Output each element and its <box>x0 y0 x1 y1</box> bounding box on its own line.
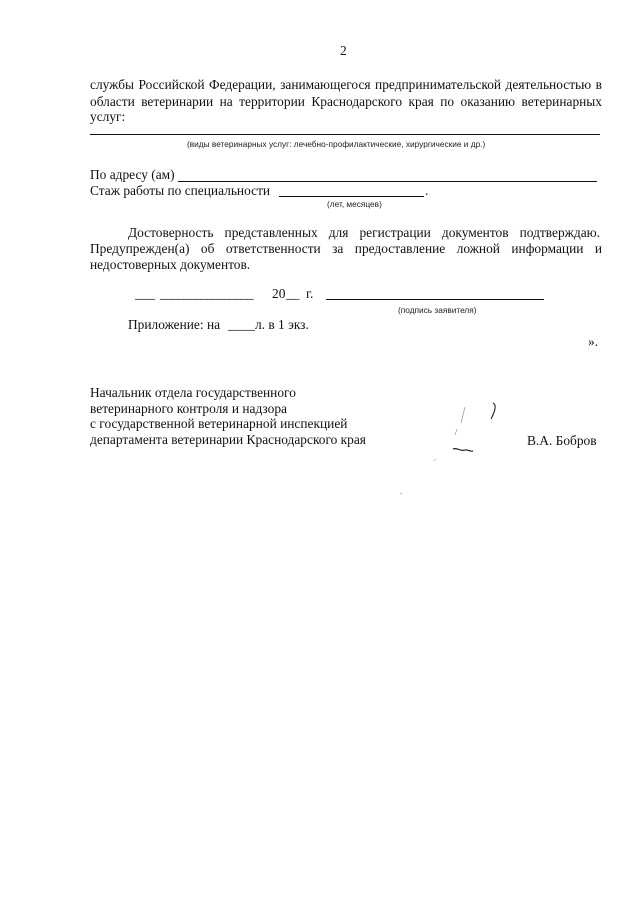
signature-mark <box>425 395 505 475</box>
closing-quote: ». <box>588 334 599 349</box>
services-fill-line <box>90 134 600 135</box>
date-year-blank: __ <box>286 286 300 301</box>
paragraph-line: Достоверность представленных для регистрации документов подтверждаю. <box>128 225 600 240</box>
signatory-name: В.А. Бобров <box>527 433 597 448</box>
signatory-title-line: департамента ветеринарии Краснодарского края <box>90 432 366 447</box>
date-day-blank: ___ <box>135 286 156 301</box>
address-label: По адресу (ам) <box>90 167 175 182</box>
experience-caption: (лет, месяцев) <box>327 199 382 209</box>
experience-period: . <box>425 183 429 198</box>
date-year-suffix: г. <box>306 286 314 301</box>
page-number: 2 <box>340 43 347 58</box>
paragraph-line: услуг: <box>90 109 126 124</box>
attachment-suffix: л. в 1 экз. <box>255 317 309 332</box>
signature-caption: (подпись заявителя) <box>398 305 477 315</box>
experience-fill-line <box>279 196 424 197</box>
date-year-prefix: 20 <box>272 286 286 301</box>
paragraph-line: области ветеринарии на территории Краснодарского края по оказанию ветеринарных <box>90 94 602 109</box>
date-month-blank: ________________ <box>160 286 253 301</box>
paragraph-line: службы Российской Федерации, занимающегося предпринимательской деятельностью в <box>90 77 602 92</box>
attachment-blank: ____ <box>228 317 255 332</box>
attachment-prefix: Приложение: на <box>128 317 221 332</box>
paragraph-line: недостоверных документов. <box>90 257 251 272</box>
experience-label: Стаж работы по специальности <box>90 183 271 198</box>
scan-speck <box>400 493 402 494</box>
paragraph-line: Предупрежден(а) об ответственности за предоставление ложной информации и <box>90 241 602 256</box>
address-fill-line <box>178 181 597 182</box>
signatory-title-line: ветеринарного контроля и надзора <box>90 401 287 416</box>
services-caption: (виды ветеринарных услуг: лечебно-профилактические, хирургические и др.) <box>187 139 486 149</box>
signatory-title-line: с государственной ветеринарной инспекцией <box>90 416 348 431</box>
signature-fill-line <box>326 299 544 300</box>
signatory-title-line: Начальник отдела государственного <box>90 385 296 400</box>
